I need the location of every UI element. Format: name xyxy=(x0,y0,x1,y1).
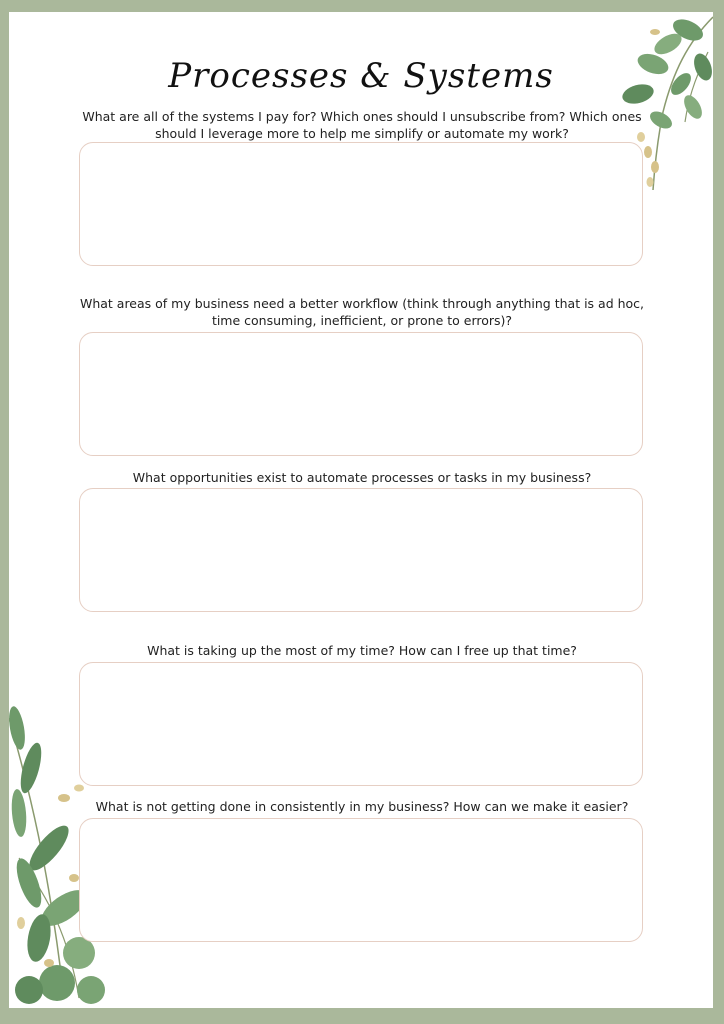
question-3-prompt: What opportunities exist to automate processes or tasks in my business? xyxy=(132,470,592,485)
question-4-answer-box[interactable] xyxy=(79,662,643,786)
question-1-answer-box[interactable] xyxy=(79,142,643,266)
question-1-prompt: What are all of the systems I pay for? Which ones should I unsubscribe from? Which ones should I leverage more to help me simplify or automate my work? xyxy=(82,109,642,141)
question-4-prompt: What is taking up the most of my time? How can I free up that time? xyxy=(147,643,577,658)
question-5-answer-box[interactable] xyxy=(79,818,643,942)
question-2-answer-box[interactable] xyxy=(79,332,643,456)
question-5-prompt: What is not getting done in consistently in my business? How can we make it easier? xyxy=(95,799,629,814)
question-3-answer-box[interactable] xyxy=(79,488,643,612)
page-title: Processes & Systems xyxy=(168,56,554,96)
question-2-prompt: What areas of my business need a better workflow (think through anything that is ad hoc, time consuming, inefficient, or prone to errors)? xyxy=(79,296,645,328)
worksheet-page xyxy=(9,12,713,1008)
